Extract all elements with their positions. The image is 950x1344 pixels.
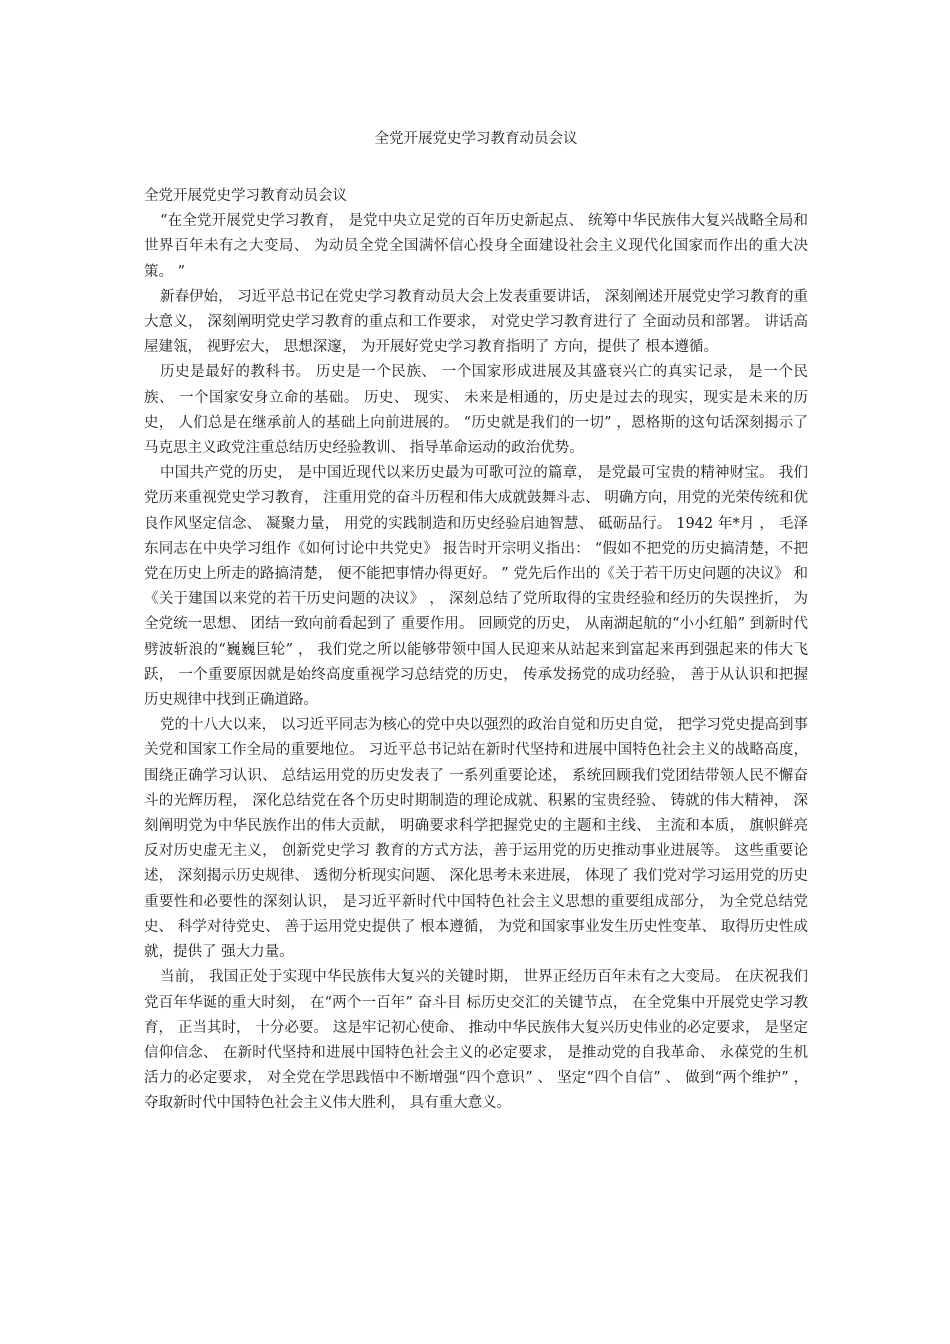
document-title: 全党开展党史学习教育动员会议 [374,131,578,147]
document-page [144,126,808,1117]
paragraph-3: 历史是最好的教科书。 历史是一个民族、 一个国家形成进展及其盛衰兴亡的真实记录， 是一个民族、 一个国家安身立命的基础。 历史、 现实、 未来是相通的，历史是过去的现实，现实是未来的历史， 人们总是在继承前人的基础上向前进展的。 “历史就是我们的一切” ，恩格斯的这句话深刻揭示了 马克思主义政党注重总结历史经验教训、 指导革命运动的政治优势。 [144,364,808,457]
paragraph-1: “在全党开展党史学习教育， 是党中央立足党的百年历史新起点、 统筹中华民族伟大复兴战略全局和世界百年未有之大变局、 为动员全党全国满怀信心投身全面建设社会主义现代化国家而作出的重大决策。 ” [144,213,808,280]
paragraph-6: 当前， 我国正处于实现中华民族伟大复兴的关键时期， 世界正经历百年未有之大变局。 在庆祝我们党百年华诞的重大时刻， 在“两个一百年” 奋斗目 标历史交汇的关键节点， 在全党集中开展党史学习教育， 正当其时， 十分必要。 这是牢记初心使命、 推动中华民族伟大复兴历史伟业的必定要求， 是坚定信仰信念、 在新时代坚持和进展中国特色社会主义的必定要求， 是推动党的自我革命、 永葆党的生机活力的必定要求， 对全党在学思践悟中不断增强“四个意识” 、 坚定“四个自信” 、 做到“两个维护” ， 夺取新时代中国特色社会主义伟大胜利， 具有重大意义。 [144,969,808,1112]
document-subtitle: 全党开展党史学习教育动员会议 [144,188,347,204]
paragraph-5: 党的十八大以来， 以习近平同志为核心的党中央以强烈的政治自觉和历史自觉， 把学习党史提高到事关党和国家工作全局的重要地位。 习近平总书记站在新时代坚持和进展中国特色社会主义的战略高度， 围绕正确学习认识、 总结运用党的历史发表了 一系列重要论述， 系统回顾我们党团结带领人民不懈奋斗的光辉历程， 深化总结党在各个历史时期制造的理论成就、积累的宝贵经验、 铸就的伟大精神， 深刻阐明党为中华民族作出的伟大贡献， 明确要求科学把握党史的主题和主线、 主流和本质， 旗帜鲜亮反对历史虚无主义， 创新党史学习 教育的方式方法，善于运用党的历史推动事业进展等。 这些重要论述， 深刻揭示历史规律、 透彻分析现实问题、 深化思考未来进展， 体现了 我们党对学习运用党的历史重要性和必要性的深刻认识， 是习近平新时代中国特色社会主义思想的重要组成部分， 为全党总结党史、 科学对待党史、 善于运用党史提供了 根本遵循， 为党和国家事业发生历史性变革、 取得历史性成就，提供了 强大力量。 [144,717,808,961]
paragraph-4: 中国共产党的历史， 是中国近现代以来历史最为可歌可泣的篇章， 是党最可宝贵的精神财宝。 我们党历来重视党史学习教育， 注重用党的奋斗历程和伟大成就鼓舞斗志、 明确方向，用党的光荣传统和优良作风坚定信念、 凝聚力量， 用党的实践制造和历史经验启迪智慧、 砥砺品行。 1942 年*月 ， 毛泽东同志在中央学习组作《如何讨论中共党史》 报告时开宗明义指出： “假如不把党的历史搞清楚，不把党在历史上所走的路搞清楚， 便不能把事情办得更好。 ” 党先后作出的《关于若干历史问题的决议》 和《关于建国以来党的若干历史问题的决议》 ， 深刻总结了党所取得的宝贵经验和经历的失误挫折， 为全党统一思想、 团结一致向前看起到了 重要作用。 回顾党的历史， 从南湖起航的“小小红船” 到新时代劈波斩浪的“巍巍巨轮” ， 我们党之所以能够带领中国人民迎来从站起来到富起来再到强起来的伟大飞跃， 一个重要原因就是始终高度重视学习总结党的历史， 传承发扬党的成功经验， 善于从认识和把握历史规律中找到正确道路。 [144,465,808,709]
paragraph-2: 新春伊始， 习近平总书记在党史学习教育动员大会上发表重要讲话， 深刻阐述开展党史学习教育的重大意义， 深刻阐明党史学习教育的重点和工作要求， 对党史学习教育进行了 全面动员和部署。 讲话高屋建瓴， 视野宏大， 思想深邃， 为开展好党史学习教育指明了 方向，提供了 根本遵循。 [144,288,808,356]
